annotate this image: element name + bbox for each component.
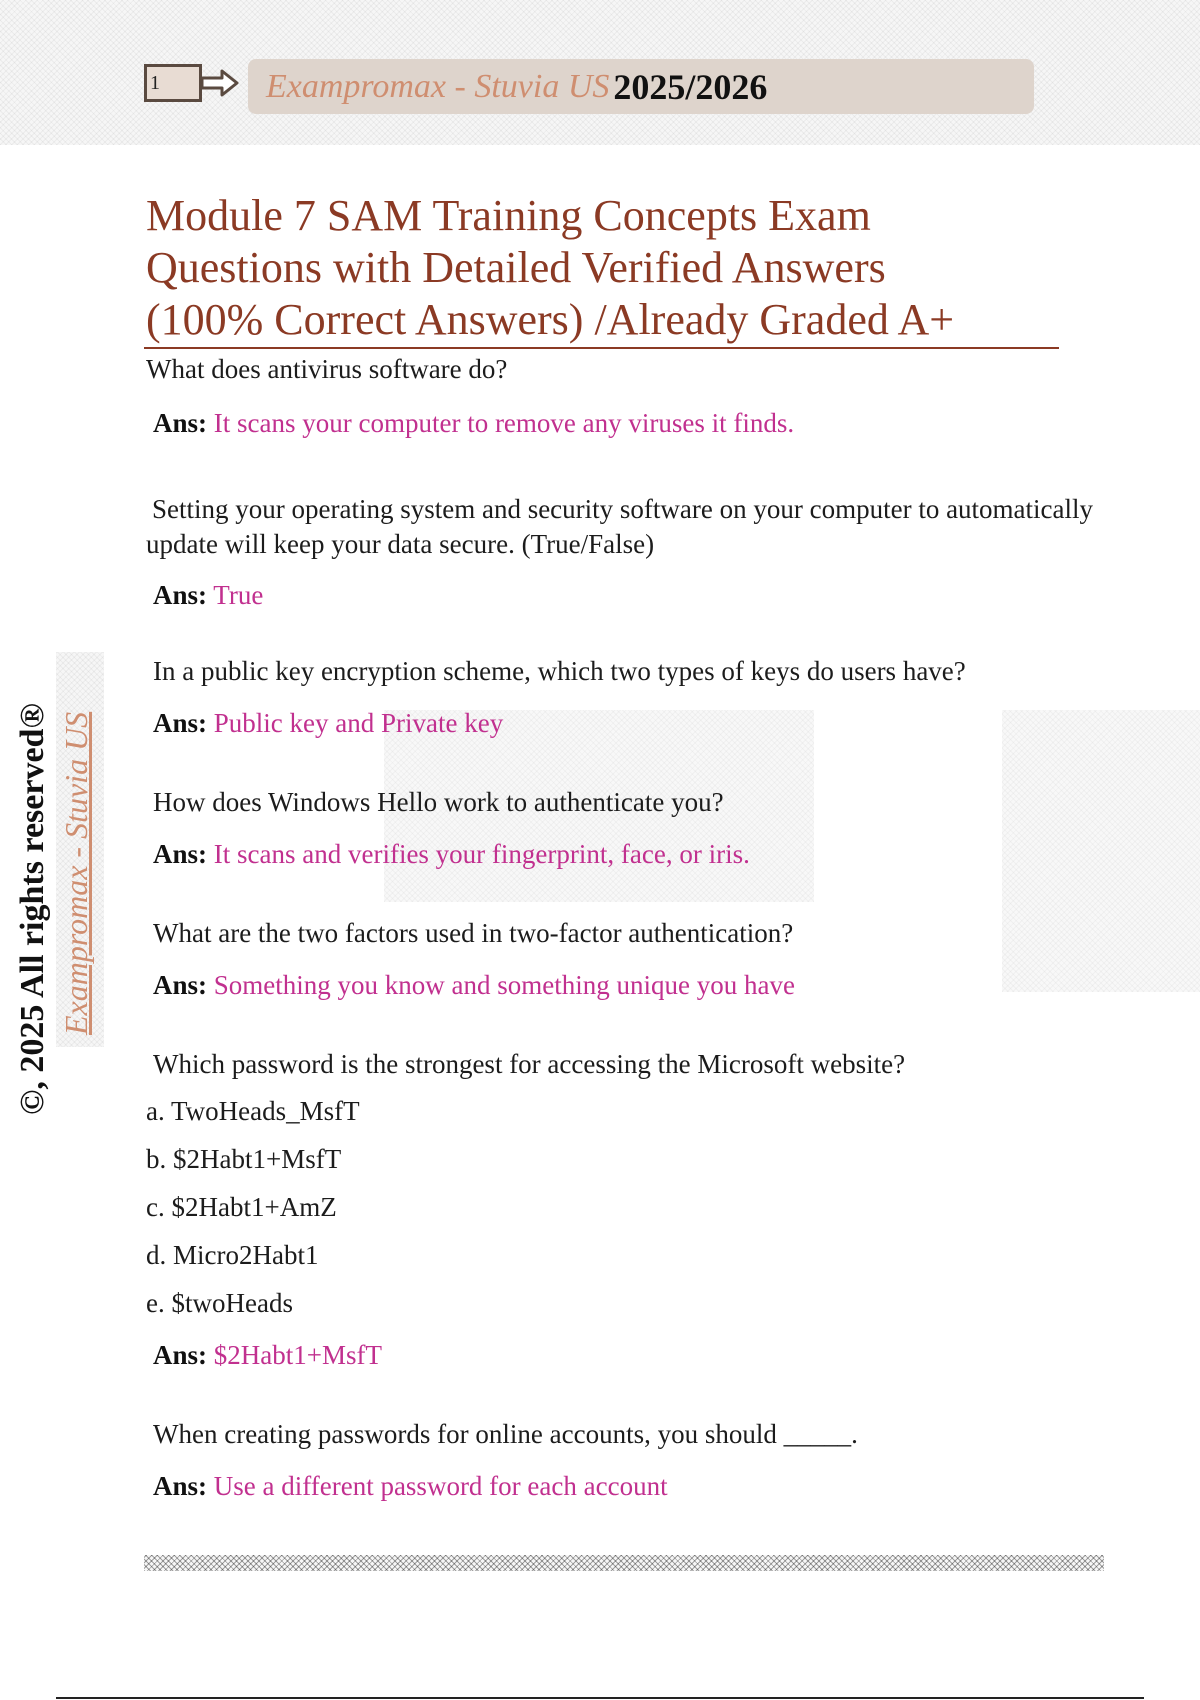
title-line: Questions with Detailed Verified Answers	[146, 243, 886, 292]
answer-line	[146, 706, 1106, 741]
answer-label: Ans:	[153, 580, 208, 610]
answer-text: Use a different password for each account	[213, 1471, 668, 1501]
answer-label: Ans:	[153, 839, 208, 869]
answer-option: a. TwoHeads_MsfT	[146, 1096, 360, 1126]
answer-text: It scans your computer to remove any viruses it finds.	[213, 408, 795, 438]
answer-label: Ans:	[153, 970, 208, 1000]
question-text: How does Windows Hello work to authenticate you?	[153, 787, 724, 817]
qa-item	[146, 785, 1106, 872]
qa-item	[146, 1417, 1106, 1504]
answer-line	[146, 1338, 1106, 1373]
answer-option: d. Micro2Habt1	[146, 1240, 319, 1270]
answer-text: $2Habt1+MsfT	[213, 1340, 382, 1370]
title-line: (100% Correct Answers) /Already Graded A+	[146, 295, 955, 344]
header-brand: Exampromax - Stuvia US	[266, 67, 610, 105]
question-text: In a public key encryption scheme, which two types of keys do users have?	[153, 656, 966, 686]
question-text: When creating passwords for online accounts, you should _____.	[153, 1419, 858, 1449]
answer-line	[146, 1469, 1106, 1504]
qa-item	[146, 916, 1106, 1003]
answer-line	[146, 837, 1106, 872]
answer-label: Ans:	[153, 408, 208, 438]
answer-line	[146, 406, 1106, 441]
header-year: 2025/2026	[613, 66, 768, 107]
section-divider	[144, 1555, 1104, 1571]
side-copyright: ©, 2025 All rights reserved®	[14, 703, 51, 1115]
page-number: 1	[150, 72, 160, 94]
header-bar	[248, 59, 1034, 114]
answer-text: Public key and Private key	[213, 708, 504, 738]
qa-item	[146, 492, 1106, 613]
footer-rule	[56, 1697, 1144, 1699]
question-text: Which password is the strongest for accessing the Microsoft website?	[153, 1049, 906, 1079]
question-text: What are the two factors used in two-factor authentication?	[153, 918, 794, 948]
answer-text: Something you know and something unique you have	[213, 970, 795, 1000]
answer-line	[146, 578, 1106, 613]
side-brand: Exampromax - Stuvia US	[58, 711, 94, 1035]
answer-label: Ans:	[153, 1340, 208, 1370]
title-underline	[144, 347, 1059, 349]
answer-text: It scans and verifies your fingerprint, face, or iris.	[213, 839, 750, 869]
answer-line	[146, 968, 1106, 1003]
page-number-badge	[144, 64, 202, 102]
qa-item	[146, 1047, 1106, 1373]
answer-option: b. $2Habt1+MsfT	[146, 1144, 342, 1174]
answer-label: Ans:	[153, 708, 208, 738]
answer-option: c. $2Habt1+AmZ	[146, 1192, 337, 1222]
document-title	[146, 190, 1056, 346]
answer-option: e. $twoHeads	[146, 1288, 293, 1318]
qa-item	[146, 352, 1106, 441]
qa-item	[146, 654, 1106, 741]
title-line: Module 7 SAM Training Concepts Exam	[146, 191, 871, 240]
answer-text: True	[213, 580, 264, 610]
question-text: Setting your operating system and security software on your computer to automatically update will keep your data secure. (True/False)	[146, 494, 1094, 559]
qa-list	[146, 352, 1106, 1504]
question-text: What does antivirus software do?	[146, 354, 508, 384]
answer-label: Ans:	[153, 1471, 208, 1501]
arrow-right-icon	[200, 68, 240, 98]
